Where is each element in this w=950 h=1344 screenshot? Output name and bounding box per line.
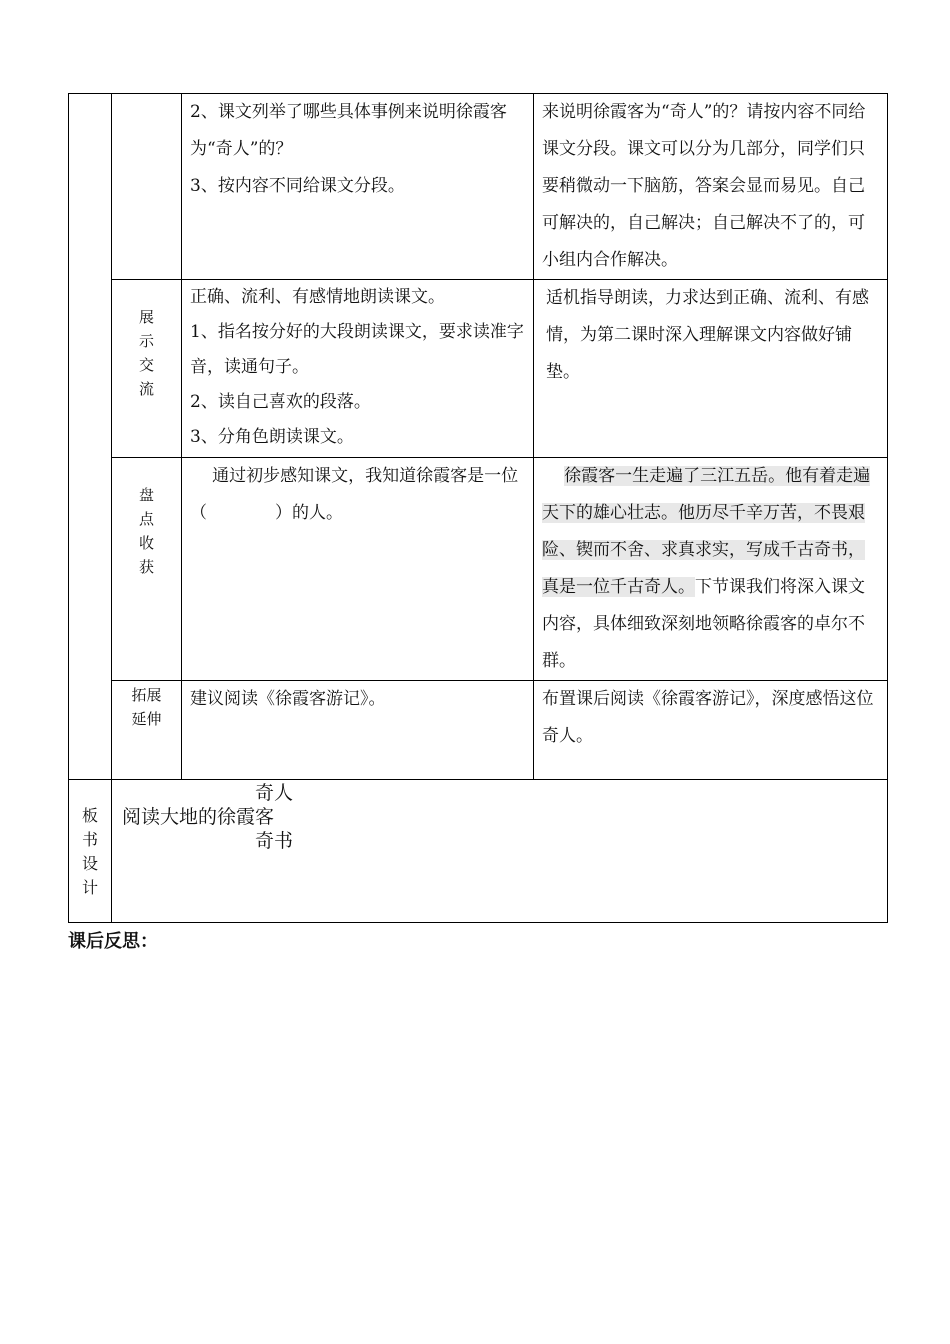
stage-label-cell [112,94,182,280]
table-row [69,780,888,923]
next-lesson-note: 下节课我们将深入课文内容，具体细致深刻地领略徐霞客的卓尔不群。 [542,577,865,671]
reading-step-1: 1、指名按分好的大段朗读课文，要求读准字音，读通句子。 [190,322,524,377]
table-row [69,681,888,780]
board-design-label: 板 书 设 计 [81,806,98,897]
teacher-guidance-cell [534,458,888,681]
lesson-plan-table [68,93,888,923]
stage-label-display: 展 示 交 流 [138,308,154,398]
board-design-cell [112,780,888,923]
student-activity-cell [182,280,534,458]
student-activity-cell [182,681,534,780]
reading-step-3: 3、分角色朗读课文。 [190,427,354,447]
reading-goal: 正确、流利、有感情地朗读课文。 [190,287,445,307]
highlighted-summary: 徐霞客一生走遍了三江五岳。他有着走遍天下的雄心壮志。他历尽千辛万苦，不畏艰险、锲而不舍、求真求实，写成千古奇书，真是一位千古奇人。 [542,466,871,597]
question-3: 3、按内容不同给课文分段。 [190,176,405,196]
reading-suggestion: 建议阅读《徐霞客游记》。 [190,689,386,709]
outer-stage-cell [69,94,112,780]
teacher-guidance-cell [534,280,888,458]
student-activity-cell [182,94,534,280]
table-row [69,94,888,280]
reading-step-2: 2、读自己喜欢的段落。 [190,392,371,412]
student-activity-cell [182,458,534,681]
stage-label-summary: 盘 点 收 获 [138,486,154,576]
stage-label-cell [112,681,182,780]
teacher-guidance-text: 来说明徐霞客为“奇人”的？请按内容不同给课文分段。课文可以分为几部分，同学们只要稍微动一下脑筋，答案会显而易见。自己可解决的，自己解决；自己解决不了的，可小组内合作解决。 [542,102,866,270]
table-row [69,280,888,458]
stage-label-cell [112,458,182,681]
board-bottom-text: 奇书 [255,830,294,852]
question-2: 2、课文列举了哪些具体事例来说明徐霞客为“奇人”的？ [190,102,507,159]
board-label-cell [69,780,112,923]
board-top-text: 奇人 [255,782,294,804]
blackboard-layout [112,780,887,921]
teacher-guidance-cell [534,681,888,780]
stage-label-cell [112,280,182,458]
stage-label-extension: 拓展 延伸 [131,686,162,728]
teacher-guidance-cell [534,94,888,280]
summary-prompt: 通过初步感知课文，我知道徐霞客是一位（ ）的人。 [190,466,519,523]
table-row [69,458,888,681]
board-main-title: 阅读大地的徐霞客 [122,806,275,828]
teacher-guidance-text: 适机指导朗读，力求达到正确、流利、有感情，为第二课时深入理解课文内容做好铺垫。 [546,288,869,382]
reflection-heading: 课后反思： [68,931,158,952]
teacher-guidance-text: 布置课后阅读《徐霞客游记》，深度感悟这位奇人。 [542,689,874,746]
